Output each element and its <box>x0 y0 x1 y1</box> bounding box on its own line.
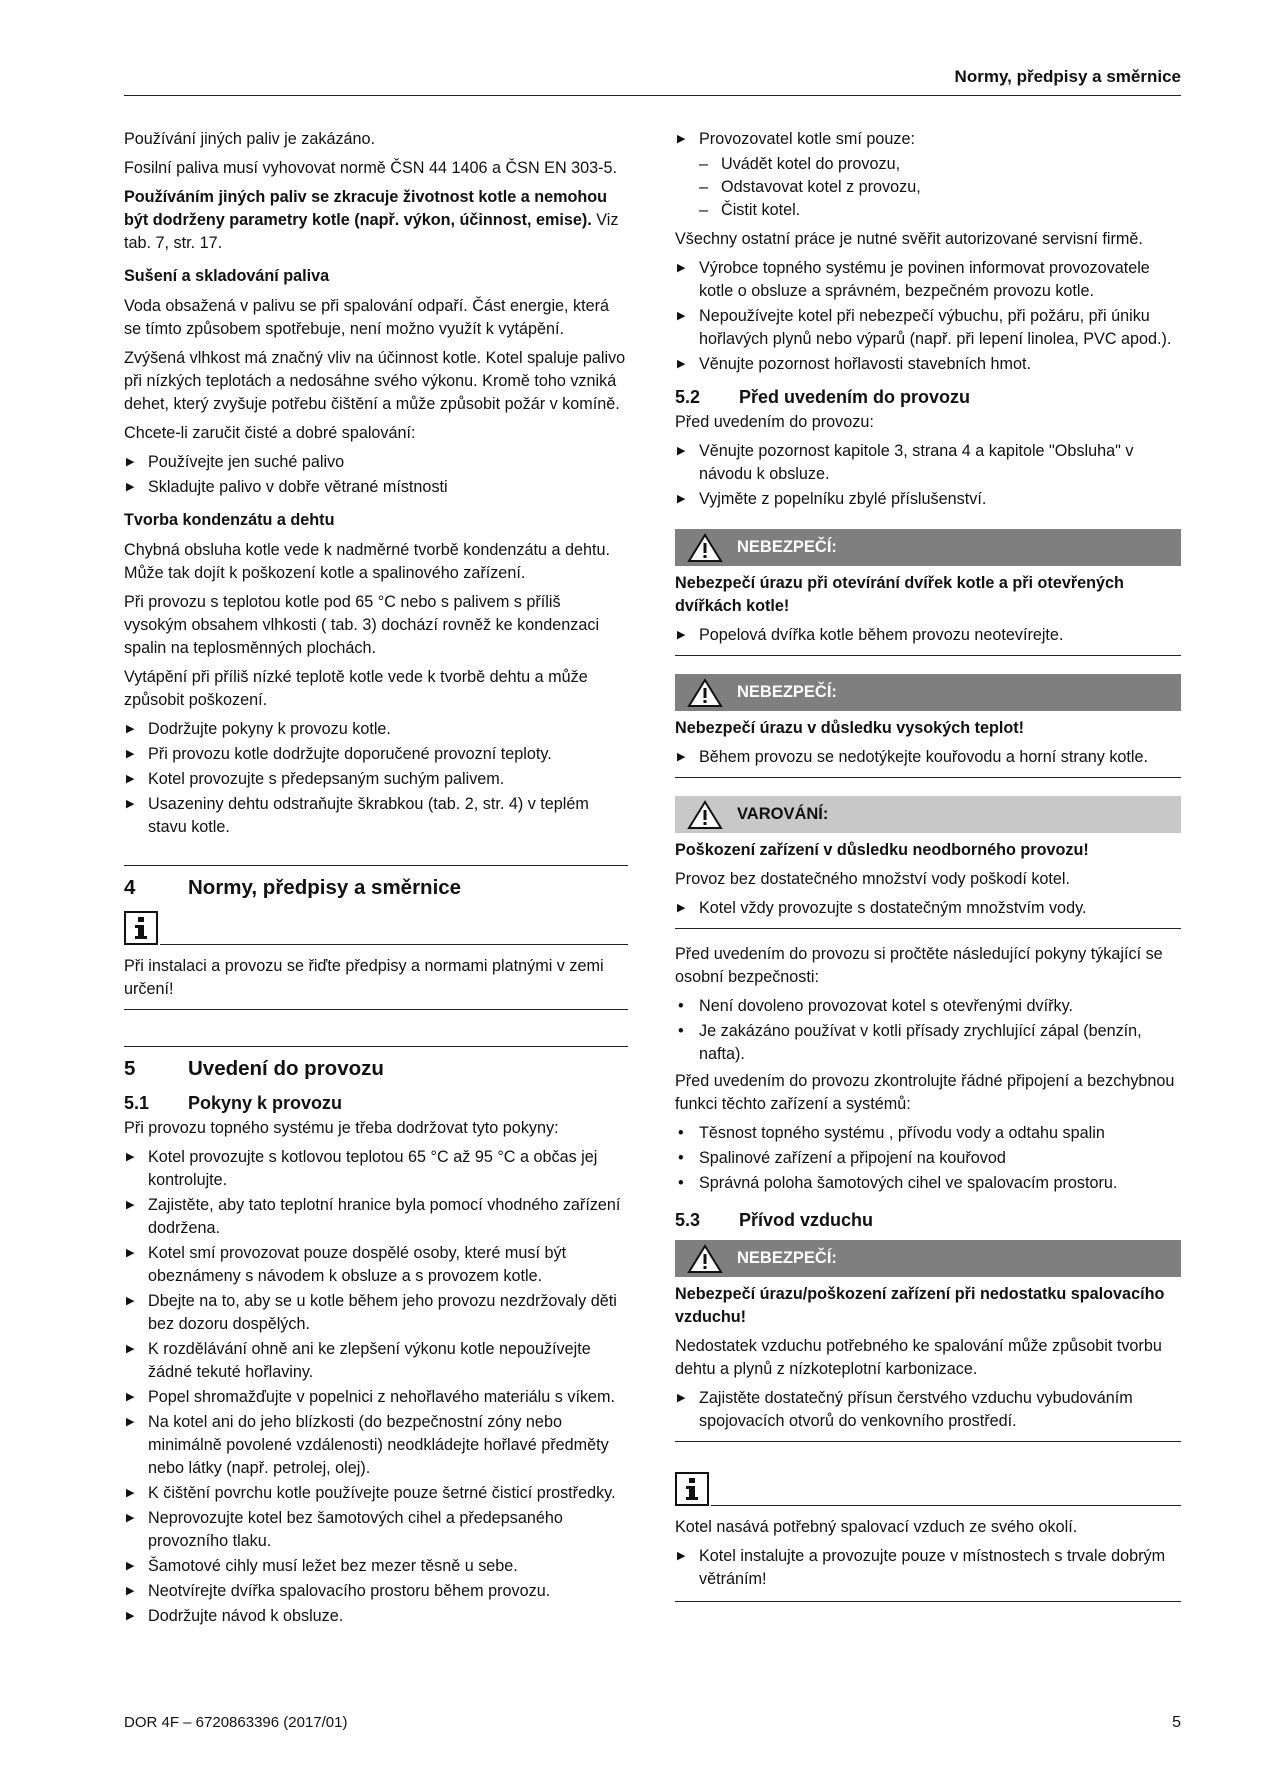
instruction-list <box>124 1146 628 1628</box>
list-item: • Těsnost topného systému , přívodu vody a odtahu spalin <box>675 1122 1181 1145</box>
bold-text: Používáním jiných paliv se zkracuje životnost kotle a nemohou být dodrženy parametry kotle (např. výkon, účinnost, emise). <box>124 188 608 229</box>
section-number: 5.1 <box>124 1093 150 1113</box>
paragraph: Provoz bez dostatečného množství vody poškodí kotel. <box>675 870 1071 888</box>
footer-document-id: DOR 4F – 6720863396 (2017/01) <box>124 1714 348 1731</box>
paragraph: Fosilní paliva musí vyhovovat normě ČSN 44 1406 a ČSN EN 303-5. <box>124 159 618 177</box>
info-text: Kotel nasává potřebný spalovací vzduch ze svého okolí. <box>675 1518 1078 1536</box>
list-item: ▶ Na kotel ani do jeho blízkosti (do bezpečnostní zóny nebo minimálně povolené vzdálenosti) neodkládejte hořlavé předměty nebo látky (např. petrolej, olej). <box>124 1411 628 1480</box>
danger-box-content <box>675 1283 1181 1442</box>
danger-title: Nebezpečí úrazu při otevírání dvířek kotle a při otevřených dvířkách kotle! <box>675 574 1124 615</box>
paragraph: Zvýšená vlhkost má značný vliv na účinnost kotle. Kotel spaluje palivo při nízkých teplotách a nedosáhne svého výkonu. Kromě toho vzniká dehet, který zvyšuje potřebu čištění a může způsobit požár v komíně. <box>124 349 626 413</box>
warning-triangle-icon <box>687 800 723 830</box>
list-item: ▶ Provozovatel kotle smí pouze: <box>675 128 1181 151</box>
bullet-list <box>675 995 1181 1066</box>
list-item: ▶ Výrobce topného systému je povinen informovat provozovatele kotle o obsluze a správném, bezpečném provozu kotle. <box>675 257 1181 303</box>
section-number: 5 <box>124 1057 136 1080</box>
section-title: Přívod vzduchu <box>739 1210 874 1230</box>
info-box <box>124 911 628 945</box>
list-item: ▶ Dbejte na to, aby se u kotle během jeho provozu nezdržovaly děti bez dozoru dospělých. <box>124 1290 628 1336</box>
list-item: ▶ Kotel smí provozovat pouze dospělé osoby, které musí být obeznámeny s návodem k obsluze a s provozem kotle. <box>124 1242 628 1288</box>
subheading-condensate: Tvorba kondenzátu a dehtu <box>124 511 335 529</box>
section-heading-5 <box>124 1046 628 1080</box>
danger-label: NEBEZPEČÍ: <box>737 683 837 701</box>
list-item: ▶ Popelová dvířka kotle během provozu neotevírejte. <box>675 624 1181 647</box>
danger-bar <box>675 1240 1181 1277</box>
danger-box-content <box>675 717 1181 778</box>
section-heading-5-2 <box>675 386 1181 409</box>
paragraph: Před uvedením do provozu zkontrolujte řádné připojení a bezchybnou funkci těchto zařízení a systémů: <box>675 1072 1175 1113</box>
warning-label: VAROVÁNÍ: <box>737 805 829 823</box>
list-item: ▶ Neotvírejte dvířka spalovacího prostoru během provozu. <box>124 1580 628 1603</box>
paragraph: Při provozu topného systému je třeba dodržovat tyto pokyny: <box>124 1119 559 1137</box>
list-item: • Spalinové zařízení a připojení na kouřovod <box>675 1147 1181 1170</box>
instruction-list <box>675 624 1181 647</box>
section-heading-5-3 <box>675 1209 1181 1232</box>
list-item: – Odstavovat kotel z provozu, <box>699 176 1181 199</box>
list-item: ▶ Kotel provozujte s předepsaným suchým palivem. <box>124 768 628 791</box>
bullet-list <box>675 1122 1181 1195</box>
warning-title: Poškození zařízení v důsledku neodborného provozu! <box>675 841 1089 859</box>
page-header <box>124 62 1181 96</box>
list-item: • Je zakázáno používat v kotli přísady zrychlující zápal (benzín, nafta). <box>675 1020 1181 1066</box>
list-item: ▶ Věnujte pozornost kapitole 3, strana 4 a kapitole "Obsluha" v návodu k obsluze. <box>675 440 1181 486</box>
section-number: 5.2 <box>675 387 701 407</box>
list-item: ▶ K rozdělávání ohně ani ke zlepšení výkonu kotle nepoužívejte žádné tekuté hořlaviny. <box>124 1338 628 1384</box>
section-number: 4 <box>124 876 136 899</box>
danger-title: Nebezpečí úrazu v důsledku vysokých teplot! <box>675 719 1025 737</box>
dash-list <box>699 153 1181 222</box>
subheading-drying: Sušení a skladování paliva <box>124 267 330 285</box>
danger-label: NEBEZPEČÍ: <box>737 538 837 556</box>
list-item: ▶ Vyjměte z popelníku zbylé příslušenství. <box>675 488 1181 511</box>
danger-label: NEBEZPEČÍ: <box>737 1249 837 1267</box>
paragraph <box>124 186 628 255</box>
list-item: ▶ Popel shromažďujte v popelnici z nehořlavého materiálu s víkem. <box>124 1386 628 1409</box>
right-column <box>675 128 1181 1616</box>
list-item: ▶ Šamotové cihly musí ležet bez mezer těsně u sebe. <box>124 1555 628 1578</box>
instruction-list <box>675 128 1181 151</box>
info-box <box>675 1472 1181 1506</box>
instruction-list <box>675 440 1181 511</box>
list-item: ▶ Kotel instalujte a provozujte pouze v místnostech s trvale dobrým větráním! <box>675 1545 1181 1591</box>
list-item: ▶ Neprovozujte kotel bez šamotových cihel a předepsaného provozního tlaku. <box>124 1507 628 1553</box>
instruction-list <box>675 1387 1181 1433</box>
paragraph: Vytápění při příliš nízké teplotě kotle vede k tvorbě dehtu a může způsobit poškození. <box>124 668 588 709</box>
section-heading-5-1 <box>124 1092 628 1115</box>
paragraph: Chybná obsluha kotle vede k nadměrné tvorbě kondenzátu a dehtu. Může tak dojít k poškození kotle a spalinového zařízení. <box>124 541 610 582</box>
list-item: ▶ Dodržujte pokyny k provozu kotle. <box>124 718 628 741</box>
list-item: • Není dovoleno provozovat kotel s otevřenými dvířky. <box>675 995 1181 1018</box>
paragraph: Před uvedením do provozu: <box>675 413 874 431</box>
info-box-content <box>675 1516 1181 1602</box>
divider <box>160 944 628 945</box>
info-icon <box>124 911 158 945</box>
warning-triangle-icon <box>687 1244 723 1274</box>
instruction-list <box>675 897 1181 920</box>
list-item: ▶ Skladujte palivo v dobře větrané místnosti <box>124 476 628 499</box>
danger-box-content <box>675 572 1181 656</box>
header-title: Normy, předpisy a směrnice <box>954 67 1181 86</box>
instruction-list <box>124 451 628 499</box>
list-item: ▶ Zajistěte, aby tato teplotní hranice byla pomocí vhodného zařízení dodržena. <box>124 1194 628 1240</box>
left-column <box>124 128 628 1634</box>
text: Viz tab. 7, str. 17. <box>124 211 619 252</box>
warning-bar <box>675 796 1181 833</box>
section-title: Pokyny k provozu <box>188 1093 343 1113</box>
danger-bar <box>675 674 1181 711</box>
paragraph: Používání jiných paliv je zakázáno. <box>124 130 376 148</box>
list-item: ▶ Během provozu se nedotýkejte kouřovodu a horní strany kotle. <box>675 746 1181 769</box>
list-item: – Čistit kotel. <box>699 199 1181 222</box>
instruction-list <box>675 1545 1181 1591</box>
list-item: ▶ Při provozu kotle dodržujte doporučené provozní teploty. <box>124 743 628 766</box>
list-item: – Uvádět kotel do provozu, <box>699 153 1181 176</box>
list-item: ▶ Kotel vždy provozujte s dostatečným množstvím vody. <box>675 897 1181 920</box>
warning-box-content <box>675 839 1181 929</box>
list-item: ▶ K čištění povrchu kotle používejte pouze šetrné čisticí prostředky. <box>124 1482 628 1505</box>
section-title: Normy, předpisy a směrnice <box>188 876 462 899</box>
paragraph: Všechny ostatní práce je nutné svěřit autorizované servisní firmě. <box>675 230 1143 248</box>
page-number: 5 <box>1172 1714 1181 1731</box>
paragraph: Chcete-li zaručit čisté a dobré spalování: <box>124 424 416 442</box>
paragraph: Při provozu s teplotou kotle pod 65 °C nebo s palivem s příliš vysokým obsahem vlhkosti ( tab. 3) dochází rovněž ke kondenzaci spalin na teplosměnných plochách. <box>124 593 600 657</box>
list-item: ▶ Zajistěte dostatečný přísun čerstvého vzduchu vybudováním spojovacích otvorů do venkovního prostředí. <box>675 1387 1181 1433</box>
divider <box>711 1505 1181 1506</box>
section-heading-4 <box>124 865 628 899</box>
list-item: • Správná poloha šamotových cihel ve spalovacím prostoru. <box>675 1172 1181 1195</box>
list-item: ▶ Usazeniny dehtu odstraňujte škrabkou (tab. 2, str. 4) v teplém stavu kotle. <box>124 793 628 839</box>
danger-bar <box>675 529 1181 566</box>
paragraph: Voda obsažená v palivu se při spalování odpaří. Část energie, která se tímto způsobem spotřebuje, není možno využít k vytápění. <box>124 297 610 338</box>
danger-title: Nebezpečí úrazu/poškození zařízení při nedostatku spalovacího vzduchu! <box>675 1285 1165 1326</box>
section-title: Uvedení do provozu <box>188 1057 384 1080</box>
info-icon <box>675 1472 709 1506</box>
list-item: ▶ Dodržujte návod k obsluze. <box>124 1605 628 1628</box>
paragraph: Nedostatek vzduchu potřebného ke spalování může způsobit tvorbu dehtu a plynů z nízkoteplotní karbonizace. <box>675 1337 1162 1378</box>
list-item: ▶ Používejte jen suché palivo <box>124 451 628 474</box>
list-item: ▶ Kotel provozujte s kotlovou teplotou 65 °C až 95 °C a občas jej kontrolujte. <box>124 1146 628 1192</box>
section-number: 5.3 <box>675 1210 701 1230</box>
warning-triangle-icon <box>687 533 723 563</box>
list-item: ▶ Věnujte pozornost hořlavosti stavebních hmot. <box>675 353 1181 376</box>
section-title: Před uvedením do provozu <box>739 387 971 407</box>
warning-triangle-icon <box>687 678 723 708</box>
instruction-list <box>675 257 1181 376</box>
instruction-list <box>675 746 1181 769</box>
info-text: Při instalaci a provozu se řiďte předpisy a normami platnými v zemi určení! <box>124 955 628 1010</box>
list-item: ▶ Nepoužívejte kotel při nebezpečí výbuchu, při požáru, při úniku hořlavých plynů nebo výparů (např. při lepení linolea, PVC apod.). <box>675 305 1181 351</box>
instruction-list <box>124 718 628 839</box>
paragraph: Před uvedením do provozu si pročtěte následující pokyny týkající se osobní bezpečnosti: <box>675 945 1163 986</box>
